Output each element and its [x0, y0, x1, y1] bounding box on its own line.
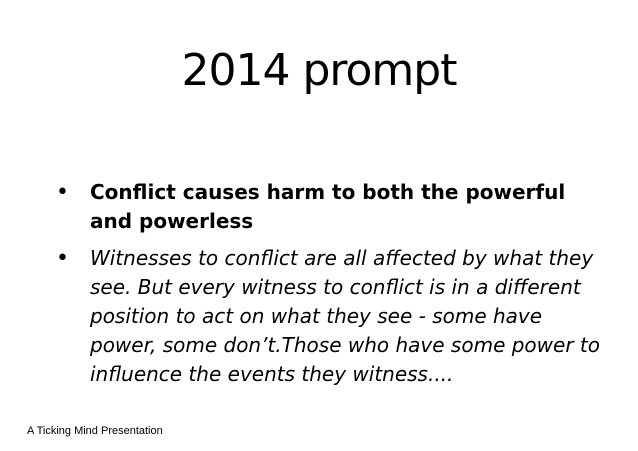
- bullet-item: [50, 178, 610, 236]
- bullet-text: Conflict causes harm to both the powerful and powerless: [90, 180, 566, 233]
- slide-title: 2014 prompt: [181, 45, 457, 96]
- bullet-marker: •: [56, 246, 69, 271]
- bullet-marker: •: [56, 180, 69, 205]
- bullet-text: Witnesses to conflict are all affected by what they see. But every witness to conflict is in a different position to act on what they see - some have power, some don’t.Those who have some power to influence the events they witness....: [90, 246, 600, 386]
- footer-credit: A Ticking Mind Presentation: [27, 425, 163, 437]
- bullet-item: [50, 244, 610, 389]
- bullet-list: [50, 178, 610, 389]
